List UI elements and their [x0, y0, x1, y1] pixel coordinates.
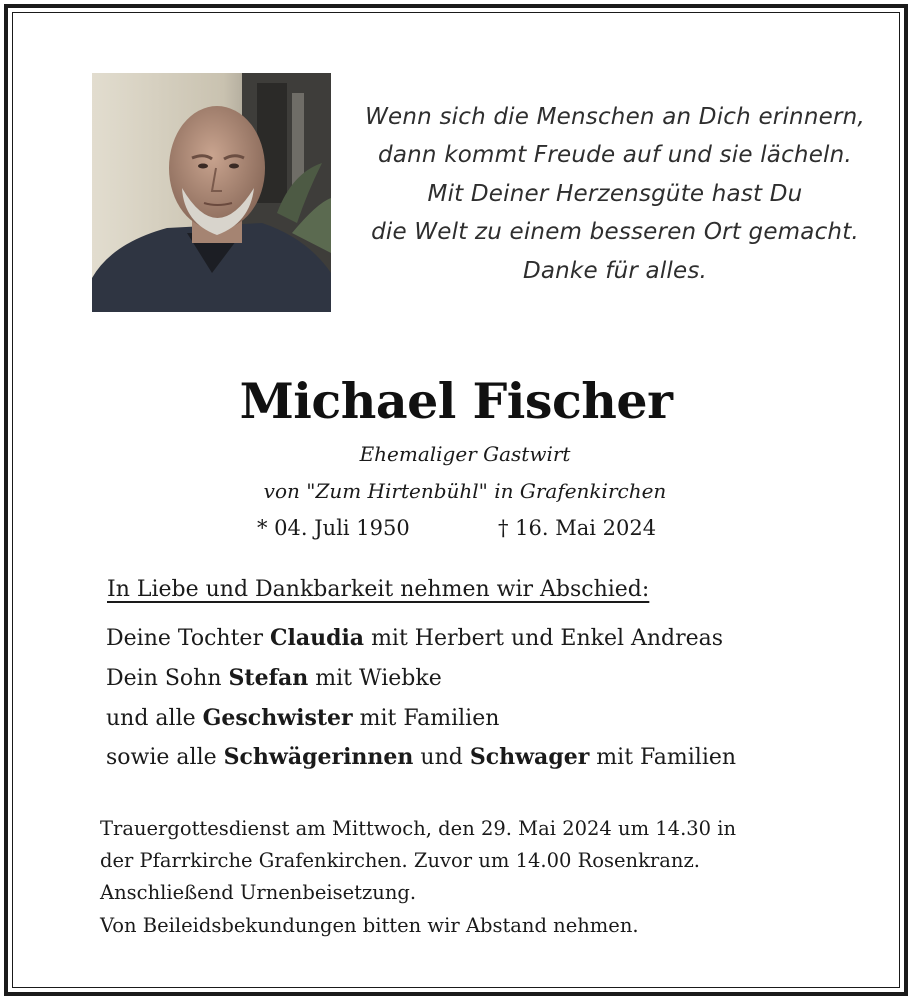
service-line: Trauergottesdienst am Mittwoch, den 29. Mai 2024 um 14.30 in [100, 817, 737, 840]
poem-line: Mit Deiner Herzensgüte hast Du [427, 180, 803, 207]
memorial-poem [360, 98, 870, 290]
mourner-name: Stefan [228, 665, 309, 691]
mourner-name: Schwägerinnen [223, 744, 414, 770]
mourner-line [106, 741, 736, 774]
mourner-text: mit Wiebke [308, 666, 442, 691]
place: von "Zum Hirtenbühl" in Grafenkirchen [263, 479, 667, 503]
occupation: Ehemaliger Gastwirt [359, 442, 571, 466]
mourner-text: Deine Tochter [106, 626, 270, 651]
birth-date: * 04. Juli 1950 [257, 516, 410, 540]
mourner-name: Claudia [269, 625, 365, 651]
death-date: † 16. Mai 2024 [498, 516, 657, 540]
mourner-line [106, 662, 442, 695]
mourner-text: Dein Sohn [106, 666, 229, 691]
mourner-line [106, 702, 499, 735]
mourner-text: mit Familien [352, 706, 500, 731]
mourner-text: sowie alle [106, 745, 224, 770]
poem-line: die Welt zu einem besseren Ort gemacht. [371, 219, 859, 246]
farewell-heading: In Liebe und Dankbarkeit nehmen wir Abschied: [107, 577, 650, 602]
mourner-text: und alle [106, 706, 203, 731]
mourner-name: Schwager [469, 744, 590, 770]
service-line: Anschließend Urnenbeisetzung. [100, 881, 417, 904]
deceased-name: Michael Fischer [239, 372, 673, 430]
mourner-text: mit Familien [589, 745, 737, 770]
poem-line: Wenn sich die Menschen an Dich erinnern, [365, 104, 865, 130]
service-line: der Pfarrkirche Grafenkirchen. Zuvor um 14.00 Rosenkranz. [100, 849, 700, 872]
service-line: Von Beileidsbekundungen bitten wir Abstand nehmen. [100, 914, 639, 937]
mourner-text: mit Herbert und Enkel Andreas [364, 626, 724, 651]
portrait-photo [92, 73, 331, 312]
mourner-name: Geschwister [202, 705, 353, 731]
mourner-line [106, 622, 723, 655]
mourner-text: und [413, 745, 470, 770]
poem-line: Danke für alles. [522, 257, 708, 284]
poem-line: dann kommt Freude auf und sie lächeln. [378, 142, 852, 169]
